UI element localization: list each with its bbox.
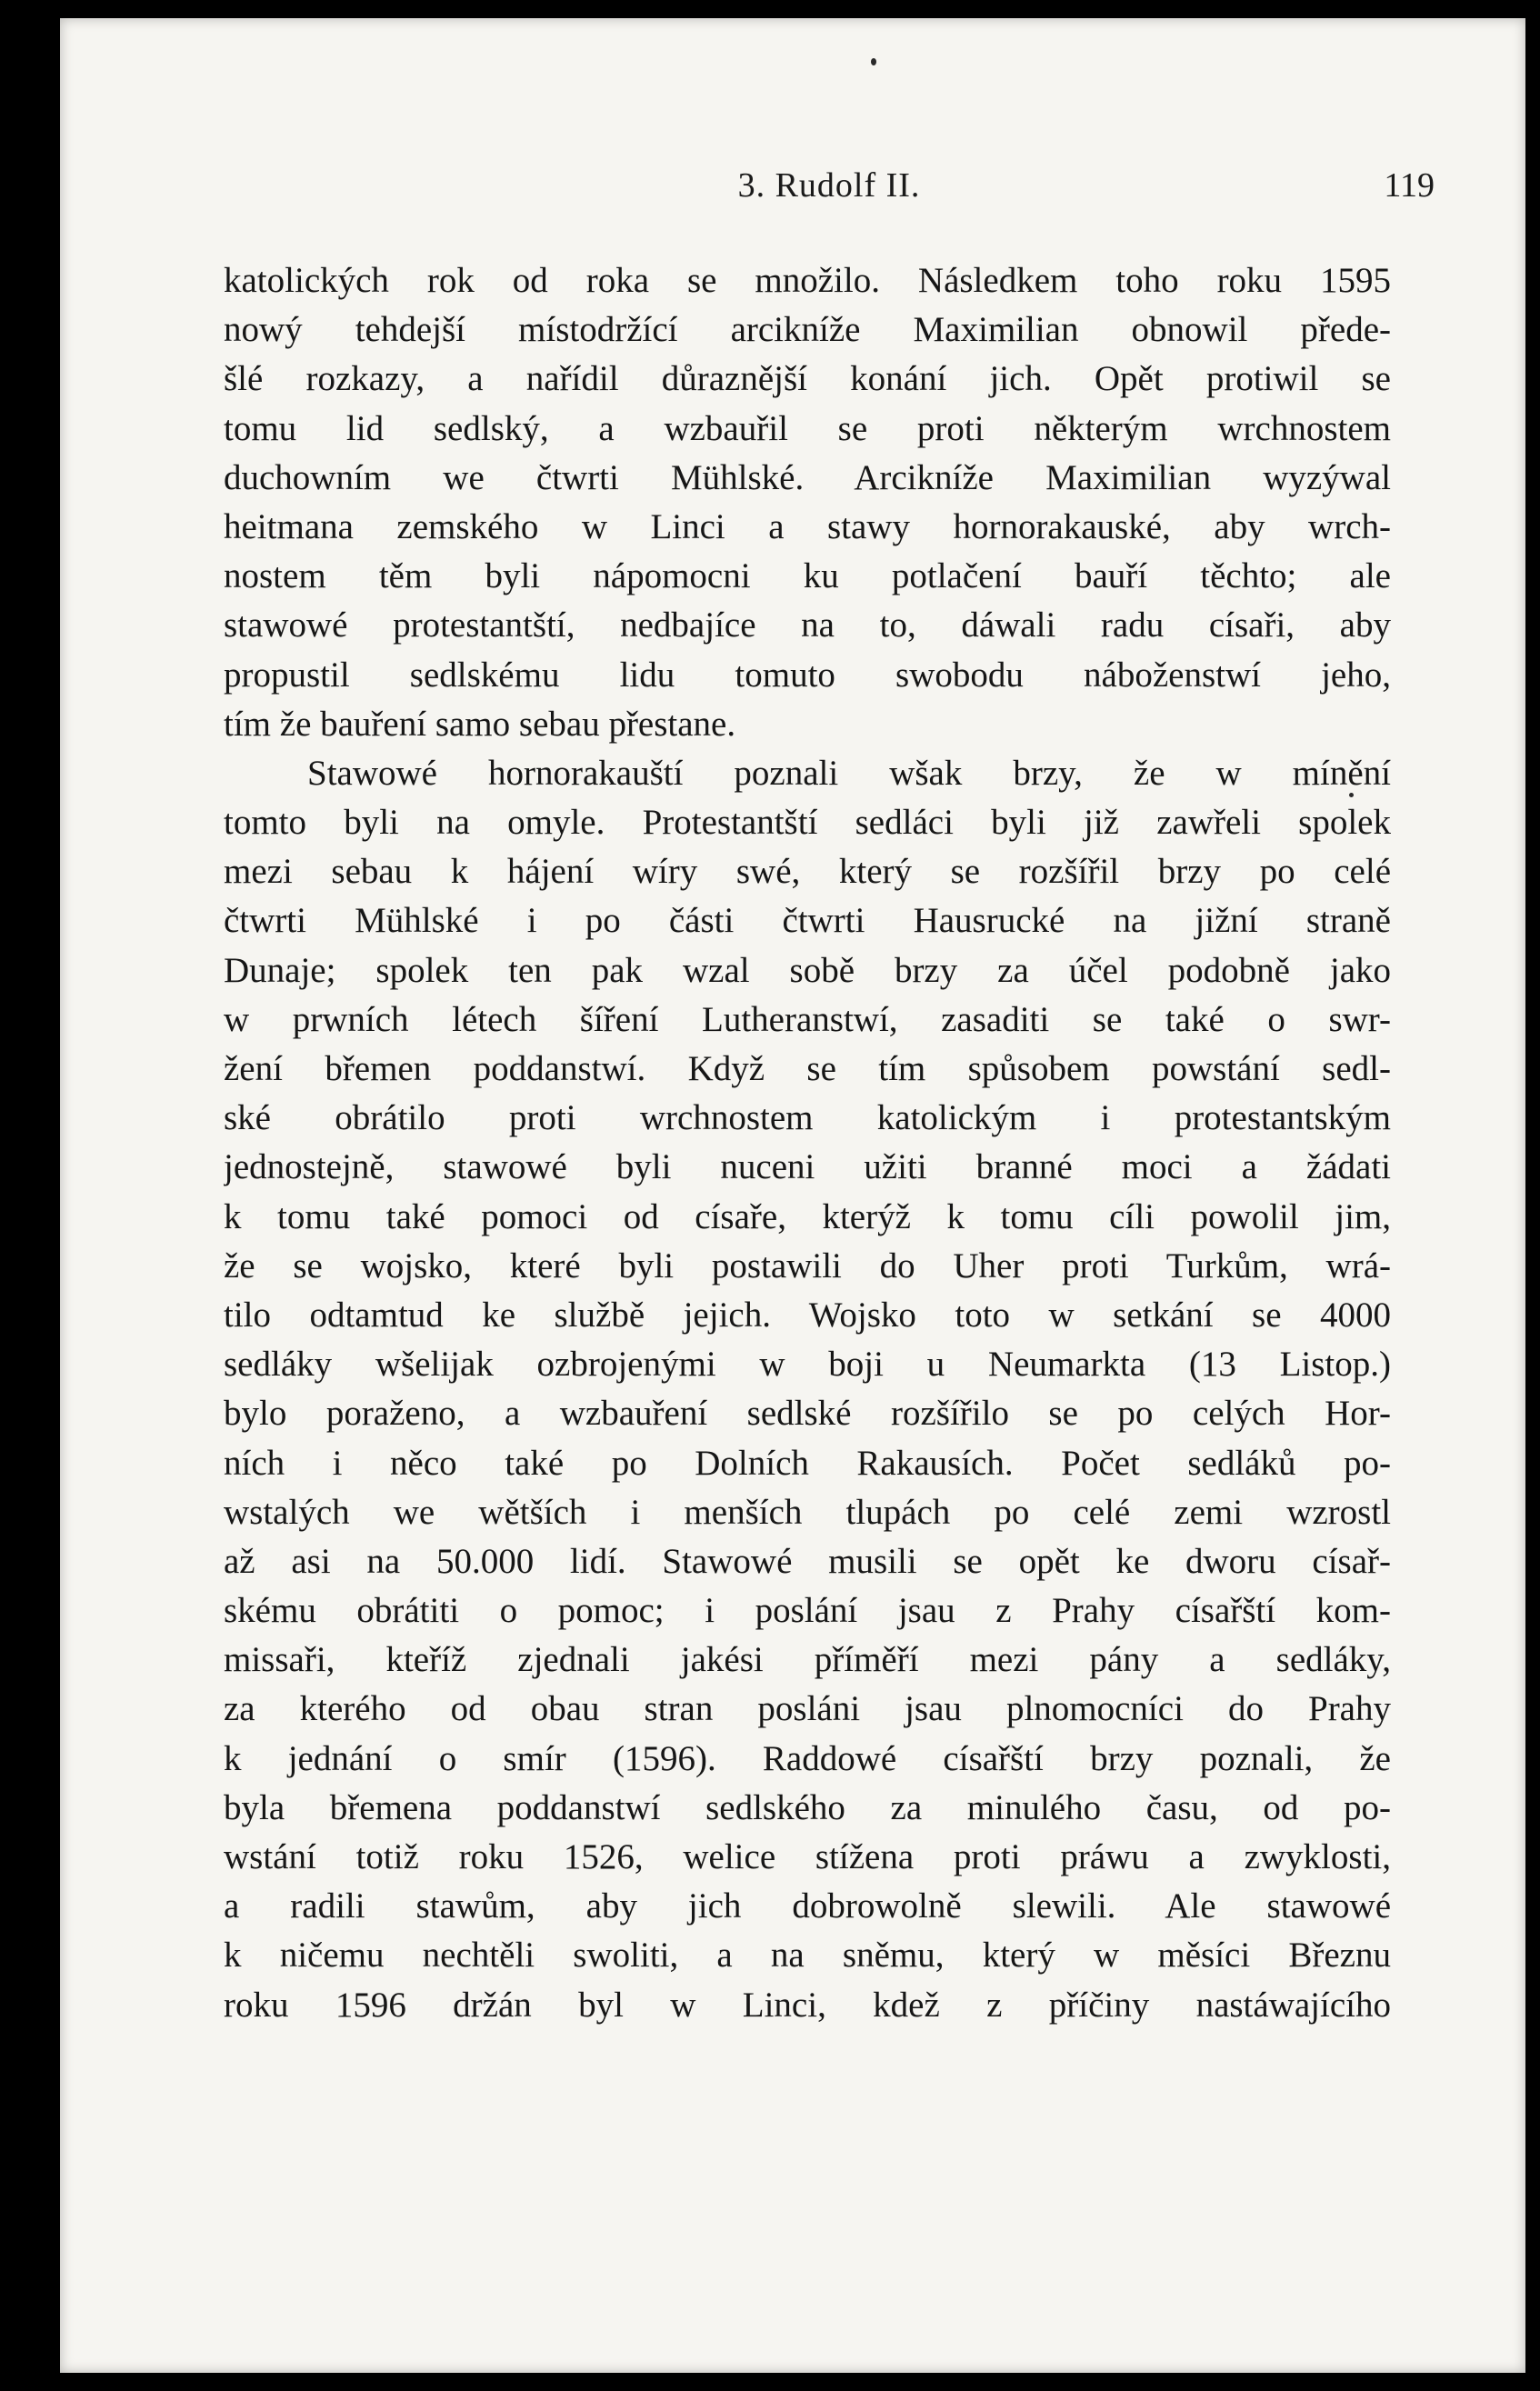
text-line: nostem těm byli nápomocni ku potlačení bauří těchto; ale [224,556,1391,596]
text-line: ních i něco také po Dolních Rakausích. Počet sedláků po- [224,1443,1391,1483]
ink-speck-top [871,58,876,65]
text-line: duchowním we čtwrti Mühlské. Arcikníže Maximilian wyzýwal [224,457,1391,497]
book-page [60,18,1525,2373]
text-line: ské obrátilo proti wrchnostem katolickým i protestantským [224,1098,1391,1138]
text-line: sedláky wšelijak ozbrojenými w boji u Neumarkta (13 Listop.) [224,1345,1391,1385]
text-line: heitmana zemského w Linci a stawy hornorakauské, aby wrch- [224,506,1391,546]
text-line: nowý tehdejší místodržící arcikníže Maximilian obnowil přede- [224,310,1391,350]
page-number: 119 [1384,166,1435,205]
body-text [224,256,1391,2030]
text-line: a radili stawům, aby jich dobrowolně slewili. Ale stawowé [224,1886,1391,1926]
text-line: skému obrátiti o pomoc; i poslání jsau z Prahy císařští kom- [224,1591,1391,1631]
text-line: stawowé protestantští, nedbajíce na to, dáwali radu císaři, aby [224,605,1391,645]
text-line: k ničemu nechtěli swoliti, a na sněmu, který w měsíci Březnu [224,1936,1391,1976]
text-line: šlé rozkazy, a nařídil důraznější konání jich. Opět protiwil se [224,359,1391,399]
text-line: mezi sebau k hájení wíry swé, který se rozšířil brzy po celé [224,852,1391,892]
text-line: žení břemen poddanstwí. Když se tím spůsobem powstání sedl- [224,1049,1391,1088]
text-line: Stawowé hornorakauští poznali wšak brzy, že w mínění [307,753,1391,793]
text-line: k tomu také pomoci od císaře, kterýž k tomu cíli powolil jim, [224,1196,1391,1236]
chapter-title: 3. Rudolf II. [737,166,921,205]
text-line: roku 1596 držán byl w Linci, kdež z příčiny nastáwajícího [224,1985,1391,2025]
text-line: tilo odtamtud ke službě jejich. Wojsko toto w setkání se 4000 [224,1295,1391,1335]
text-line: wstalých we wětších i menších tlupách po celé zemi wzrostl [224,1492,1391,1532]
text-line: Dunaje; spolek ten pak wzal sobě brzy za účel podobně jako [224,950,1391,990]
text-line: w prwních létech šíření Lutheranstwí, zasaditi se také o swr- [224,999,1391,1039]
text-line: za kterého od obau stran posláni jsau plnomocníci do Prahy [224,1689,1391,1729]
text-line: propustil sedlskému lidu tomuto swobodu náboženstwí jeho, [224,655,1391,695]
text-line: jednostejně, stawowé byli nuceni užiti branné moci a žádati [224,1147,1391,1187]
text-line: wstání totiž roku 1526, welice stížena proti práwu a zwyklosti, [224,1837,1391,1876]
running-head [224,165,1435,220]
text-line: k jednání o smír (1596). Raddowé císařští brzy poznali, že [224,1738,1391,1778]
text-line: missaři, kteříž zjednali jakési příměří mezi pány a sedláky, [224,1640,1391,1680]
text-line: bylo poraženo, a wzbauření sedlské rozšířilo se po celých Hor- [224,1394,1391,1434]
text-line: až asi na 50.000 lidí. Stawowé musili se opět ke dworu císař- [224,1541,1391,1581]
text-line: že se wojsko, které byli postawili do Uher proti Turkům, wrá- [224,1246,1391,1286]
text-line: byla břemena poddanstwí sedlského za minulého času, od po- [224,1787,1391,1827]
text-line: tomto byli na omyle. Protestantští sedláci byli již zawřeli spolek [224,803,1391,843]
text-line: tím že bauření samo sebau přestane. [224,704,736,744]
text-line: tomu lid sedlský, a wzbauřil se proti některým wrchnostem [224,408,1391,448]
text-line: katolických rok od roka se množilo. Následkem toho roku 1595 [224,261,1391,300]
text-line: čtwrti Mühlské i po části čtwrti Hausrucké na jižní straně [224,901,1391,941]
